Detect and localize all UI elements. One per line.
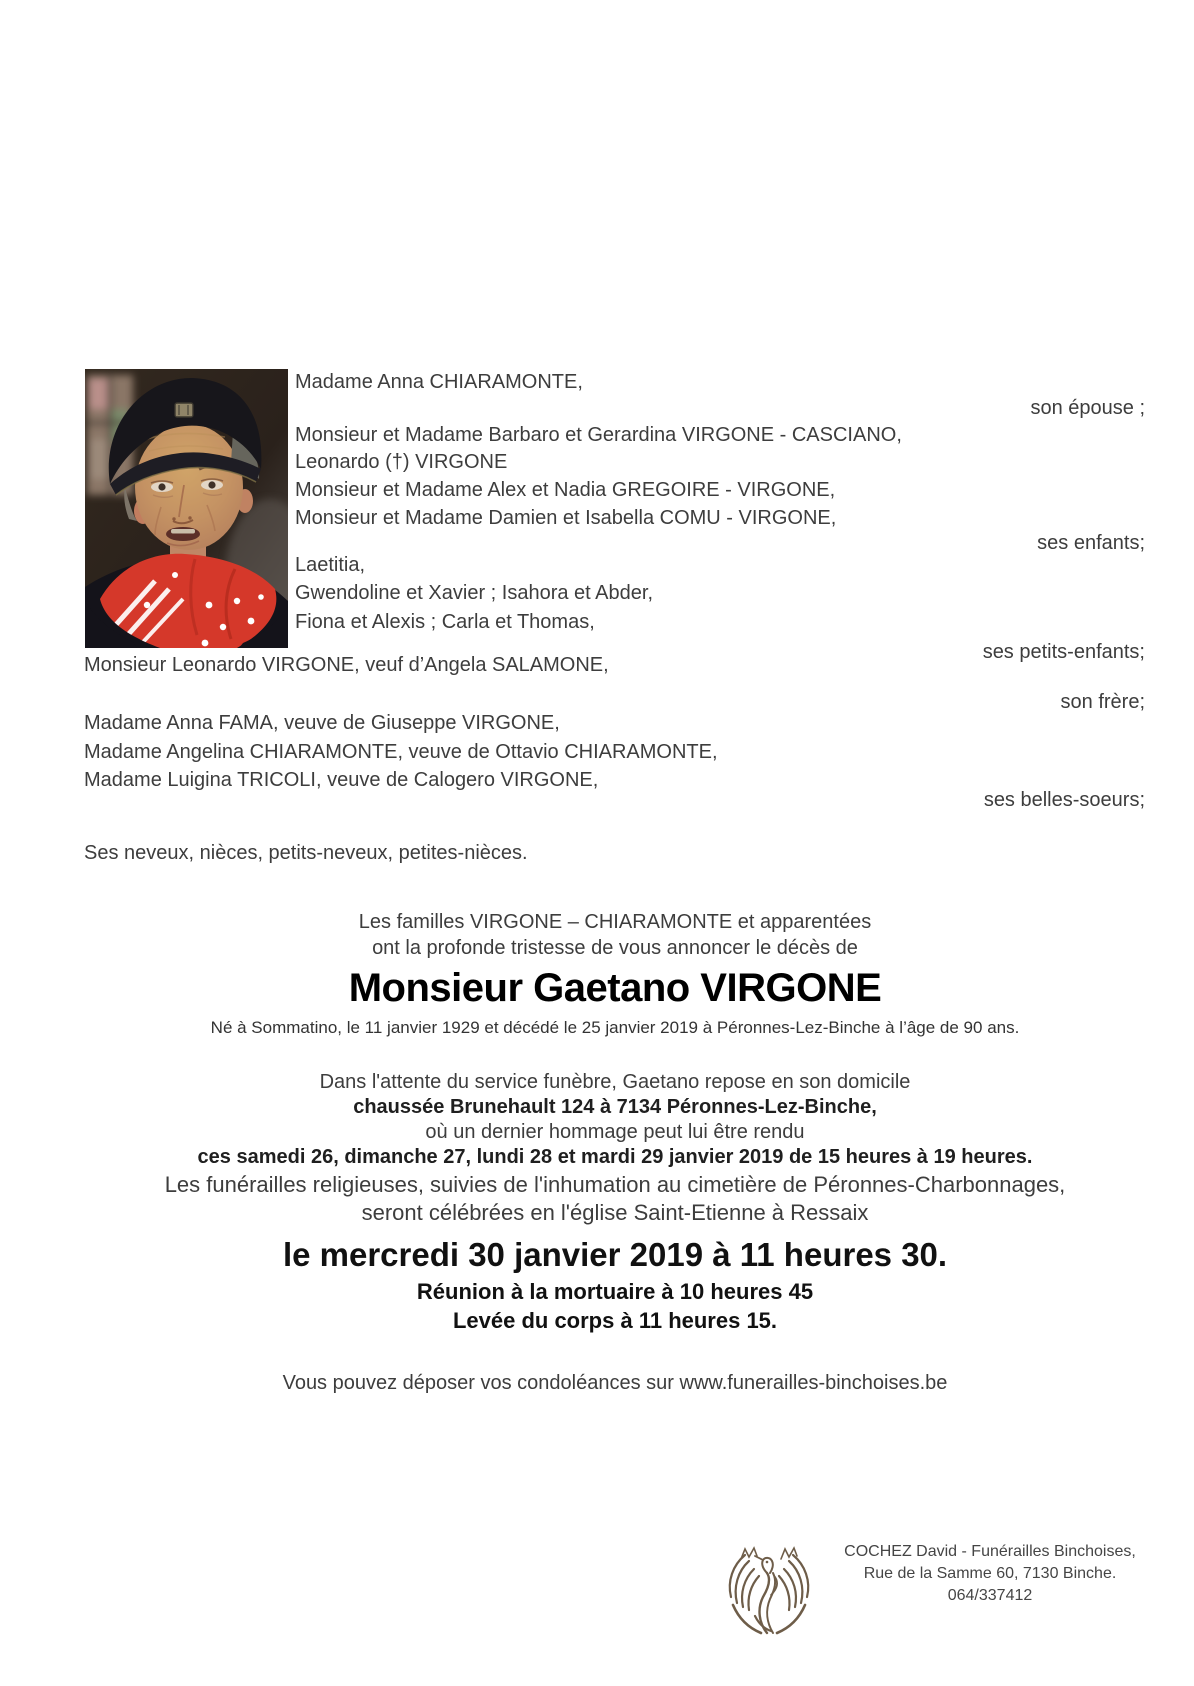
children-label: ses enfants; [1037,532,1145,554]
sister-in-law-line: Madame Luigina TRICOLI, veuve de Calogero VIRGONE, [84,769,599,791]
sadness-line: ont la profonde tristesse de vous annoncer le décès de [372,937,858,959]
funeral-home-address: Rue de la Samme 60, 7130 Binche. [863,1565,1117,1582]
funeral-datetime: le mercredi 30 janvier 2019 à 11 heures 30. [282,1236,948,1273]
wake-intro: Dans l'attente du service funèbre, Gaetano repose en son domicile [319,1071,911,1093]
life-dates: Né à Sommatino, le 11 janvier 1929 et décédé le 25 janvier 2019 à Péronnes-Lez-Binche à l’âge de 90 ans. [210,1018,1020,1037]
child-line: Leonardo (†) VIRGONE [295,451,508,473]
wake-dates: ces samedi 26, dimanche 27, lundi 28 et mardi 29 janvier 2019 de 15 heures à 19 heures. [197,1146,1033,1168]
sister-in-law-line: Madame Angelina CHIARAMONTE, veuve de Ottavio CHIARAMONTE, [84,741,718,763]
grandchild-line: Fiona et Alexis ; Carla et Thomas, [295,611,595,633]
portrait-photo [85,369,288,648]
deceased-name: Monsieur Gaetano VIRGONE [348,966,882,1010]
sister-in-law-line: Madame Anna FAMA, veuve de Giuseppe VIRGONE, [84,712,560,734]
funeral-home-name: COCHEZ David - Funérailles Binchoises, [844,1543,1136,1560]
grandchild-line: Laetitia, [295,554,366,576]
relatives-line: Ses neveux, nièces, petits-neveux, petites-nièces. [84,842,528,864]
child-line: Monsieur et Madame Damien et Isabella COMU - VIRGONE, [295,507,837,529]
grandchildren-label: ses petits-enfants; [982,641,1145,663]
child-line: Monsieur et Madame Barbaro et Gerardina VIRGONE - CASCIANO, [295,424,902,446]
grandchild-line: Gwendoline et Xavier ; Isahora et Abder, [295,582,653,604]
funeral-line1: Les funérailles religieuses, suivies de l'inhumation au cimetière de Péronnes-Charbonnages, [164,1172,1066,1197]
spouse-name: Madame Anna CHIARAMONTE, [295,371,583,393]
funeral-home-info [840,1541,1140,1607]
wake-homage: où un dernier hommage peut lui être rendu [425,1121,805,1143]
brother-label: son frère; [1060,691,1145,713]
spouse-label: son épouse ; [1030,397,1145,419]
sisters-in-law-label: ses belles-soeurs; [983,789,1145,811]
funeral-body-removal: Levée du corps à 11 heures 15. [452,1308,778,1333]
families-line: Les familles VIRGONE – CHIARAMONTE et apparentées [358,911,872,933]
condolences-line: Vous pouvez déposer vos condoléances sur www.funerailles-binchoises.be [282,1372,948,1394]
wake-address: chaussée Brunehault 124 à 7134 Péronnes-Lez-Binche, [353,1096,877,1118]
phoenix-logo-icon [725,1545,813,1638]
child-line: Monsieur et Madame Alex et Nadia GREGOIRE - VIRGONE, [295,479,836,501]
funeral-home-phone: 064/337412 [947,1587,1033,1604]
funeral-meeting: Réunion à la mortuaire à 10 heures 45 [416,1279,814,1304]
funeral-line2: seront célébrées en l'église Saint-Etienne à Ressaix [361,1200,869,1225]
brother-name: Monsieur Leonardo VIRGONE, veuf d’Angela SALAMONE, [84,654,609,676]
